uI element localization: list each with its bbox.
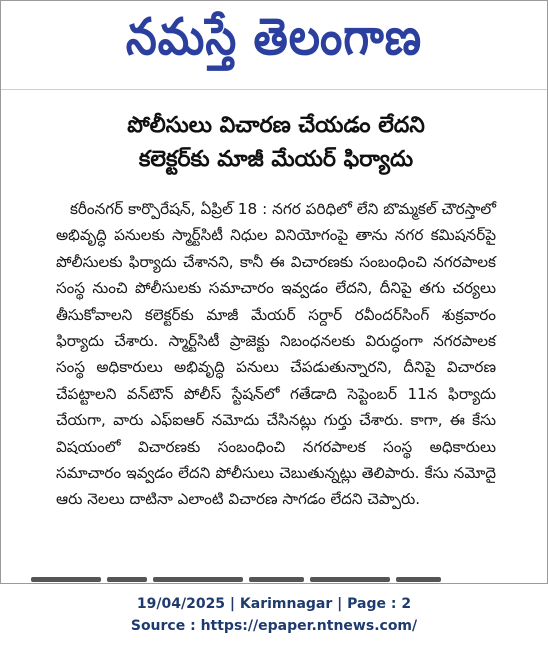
footer-date-edition: 19/04/2025 | Karimnagar | Page : 2 [136,596,412,612]
footer-source: Source : https://epaper.ntnews.com/ [130,618,418,634]
masthead-divider [1,89,547,90]
newspaper-masthead: నమస్తే తెలంగాణ [125,8,423,67]
headline-line-2: కలెక్టర్‌కు మాజీ మేయర్ ఫిర్యాదు [138,147,414,172]
next-article-cut-line [31,567,511,583]
headline-line-1: పోలీసులు విచారణ చేయడం లేదని [127,113,425,138]
article-paragraph: కరీంనగర్ కార్పొరేషన్, ఏప్రిల్ 18 : నగర పరిధిలో లేని బొమ్మకల్ చౌరస్తాలో అభివృద్ధి పనులకు స్మార్ట్‌సిటీ నిధుల వినియోగంపై తాను నగర కమిషనర్‌పై పోలీసులకు ఫిర్యాదు చేశానని, కానీ ఈ విచారణకు సంబంధించి నగరపాలక సంస్థ నుంచి పోలీసులకు సమాచారం ఇవ్వడం లేదని, దీనిపై తగు చర్యలు తీసుకోవాలని కలెక్టర్‌కు మాజీ మేయర్ సర్దార్ రవీందర్‌సింగ్ శుక్రవారం ఫిర్యాదు చేశారు. స్మార్ట్‌సిటీ ప్రాజెక్టు నిబంధనలకు విరుద్ధంగా నగరపాలక సంస్థ అధికారులు అభివృద్ధి పనులు చేపడుతున్నారని, దీనిపై విచారణ చేపట్టాలని వన్‌టౌన్ పోలీస్ స్టేషన్‌లో గతేడాది సెప్టెంబర్ 11న ఫిర్యాదు చేయగా, వారు ఎఫ్ఐఆర్ నమోదు చేసినట్లు గుర్తు చేశారు. కాగా, ఈ కేసు విషయంలో విచారణకు సంబంధించి నగరపాలక సంస్థ అధికారులు సమాచారం ఇవ్వడం లేదని పోలీసులు చెబుతున్నట్లు తెలిపారు. కేసు నమోదై ఆరు నెలలు దాటినా ఎలాంటి విచారణ సాగడం లేదని చెప్పారు. [56,200,496,509]
article-body [56,196,496,513]
